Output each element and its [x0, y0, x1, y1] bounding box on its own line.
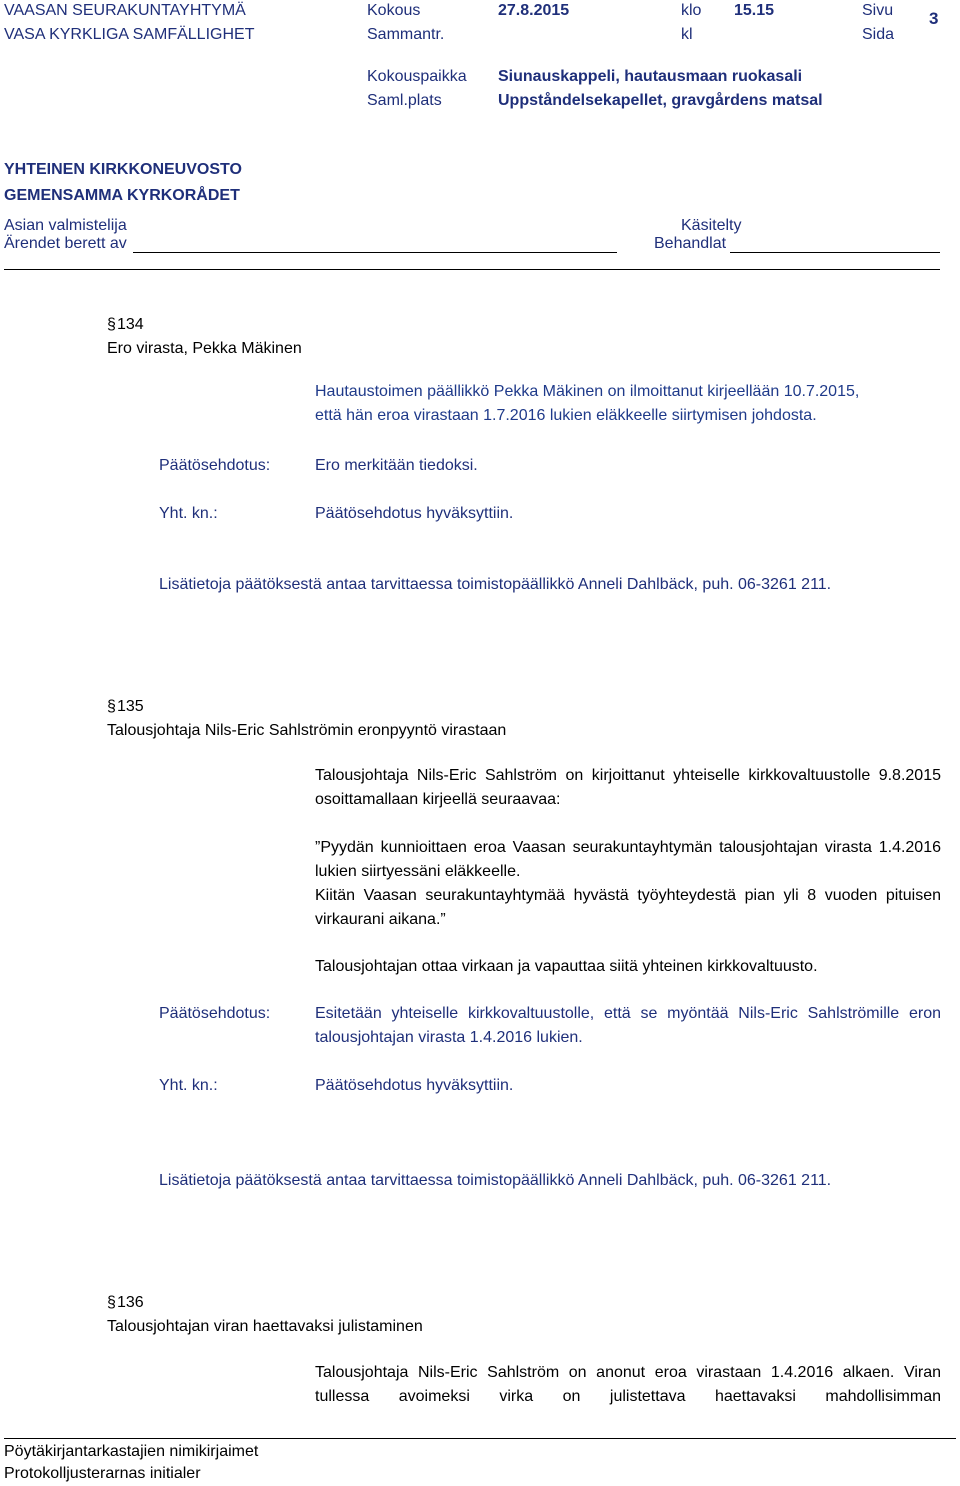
preparer-label-fi: Asian valmistelija: [4, 217, 127, 234]
board-name-sv: GEMENSAMMA KYRKORÅDET: [4, 187, 240, 204]
handled-label-fi: Käsitelty: [681, 217, 742, 234]
quote-paragraph: ”Pyydän kunnioittaen eroa Vaasan seurakuntayhtymän talousjohtajan virasta 1.4.2016 lukien siirtyessäni eläkkeelle.: [315, 839, 941, 880]
handled-label-sv: Behandlat: [654, 235, 727, 252]
meeting-time: 15.15: [734, 2, 775, 19]
meeting-label-sv: Sammantr.: [367, 26, 445, 43]
handled-underline: [730, 252, 940, 253]
proposal-label: Päätösehdotus:: [159, 1005, 271, 1022]
place-label-sv: Saml.plats: [367, 92, 442, 109]
place-label-fi: Kokouspaikka: [367, 68, 467, 85]
section-title: Ero virasta, Pekka Mäkinen: [107, 340, 302, 357]
section-title: Talousjohtaja Nils-Eric Sahlströmin eronpyyntö virastaan: [107, 722, 507, 739]
section-number: §136: [107, 1294, 144, 1311]
section-body-line: että hän eroa virastaan 1.7.2016 lukien eläkkeelle siirtymisen johdosta.: [315, 407, 817, 424]
proposal-text: Ero merkitään tiedoksi.: [315, 457, 478, 474]
section-body-end: Talousjohtajan ottaa virkaan ja vapauttaa siitä yhteinen kirkkovaltuusto.: [315, 958, 818, 975]
proposal-label: Päätösehdotus:: [159, 457, 271, 474]
info-text: Lisätietoja päätöksestä antaa tarvittaessa toimistopäällikkö Anneli Dahlbäck, puh. 06-3261 211.: [159, 1172, 832, 1189]
preparer-underline: [133, 252, 617, 253]
page-label-sv: Sida: [862, 26, 895, 43]
meeting-label-fi: Kokous: [367, 2, 421, 19]
section-body: Talousjohtaja Nils-Eric Sahlström on anonut eroa virastaan 1.4.2016 alkaen. Viran tullessa avoimeksi virka on julistettava haettavaksi mahdollisimman: [315, 1364, 941, 1405]
section-body-line: Hautaustoimen päällikkö Pekka Mäkinen on ilmoittanut kirjeellään 10.7.2015,: [315, 383, 860, 400]
page-label-fi: Sivu: [862, 2, 894, 19]
meeting-date: 27.8.2015: [498, 2, 570, 19]
joint-text: Päätösehdotus hyväksyttiin.: [315, 1077, 514, 1094]
meeting-place-fi: Siunauskappeli, hautausmaan ruokasali: [498, 68, 803, 85]
proposal-text: Esitetään yhteiselle kirkkovaltuustolle, että se myöntää Nils-Eric Sahlströmille eron talousjohtajan virasta 1.4.2016 lukien.: [315, 1005, 941, 1046]
org-name-fi: VAASAN SEURAKUNTAYHTYMÄ: [4, 2, 246, 19]
preparer-label-sv: Ärendet berett av: [4, 235, 127, 252]
page-number: 3: [929, 9, 939, 28]
joint-text: Päätösehdotus hyväksyttiin.: [315, 505, 514, 522]
joint-label: Yht. kn.:: [159, 1077, 218, 1094]
time-label-fi: klo: [681, 2, 702, 19]
quote-paragraph: Kiitän Vaasan seurakuntayhtymää hyvästä työyhteydestä pian yli 8 vuoden pituisen virkaurani aikana.”: [315, 887, 941, 928]
signatures-label-fi: Pöytäkirjantarkastajien nimikirjaimet: [4, 1443, 259, 1460]
org-name-sv: VASA KYRKLIGA SAMFÄLLIGHET: [4, 26, 255, 43]
header-divider: [4, 269, 940, 270]
joint-label: Yht. kn.:: [159, 505, 218, 522]
board-name-fi: YHTEINEN KIRKKONEUVOSTO: [4, 161, 242, 178]
footer-divider: [4, 1438, 956, 1439]
meeting-place-sv: Uppståndelsekapellet, gravgårdens matsal: [498, 92, 823, 109]
signatures-label-sv: Protokolljusterarnas initialer: [4, 1465, 201, 1482]
section-number: §134: [107, 316, 144, 333]
section-number: §135: [107, 698, 144, 715]
info-text: Lisätietoja päätöksestä antaa tarvittaessa toimistopäällikkö Anneli Dahlbäck, puh. 06-3261 211.: [159, 576, 832, 593]
section-body-intro: Talousjohtaja Nils-Eric Sahlström on kirjoittanut yhteiselle kirkkovaltuustolle 9.8.2015 osoittamallaan kirjeellä seuraavaa:: [315, 767, 941, 808]
time-label-sv: kl: [681, 26, 693, 43]
section-title: Talousjohtajan viran haettavaksi julistaminen: [107, 1318, 423, 1335]
